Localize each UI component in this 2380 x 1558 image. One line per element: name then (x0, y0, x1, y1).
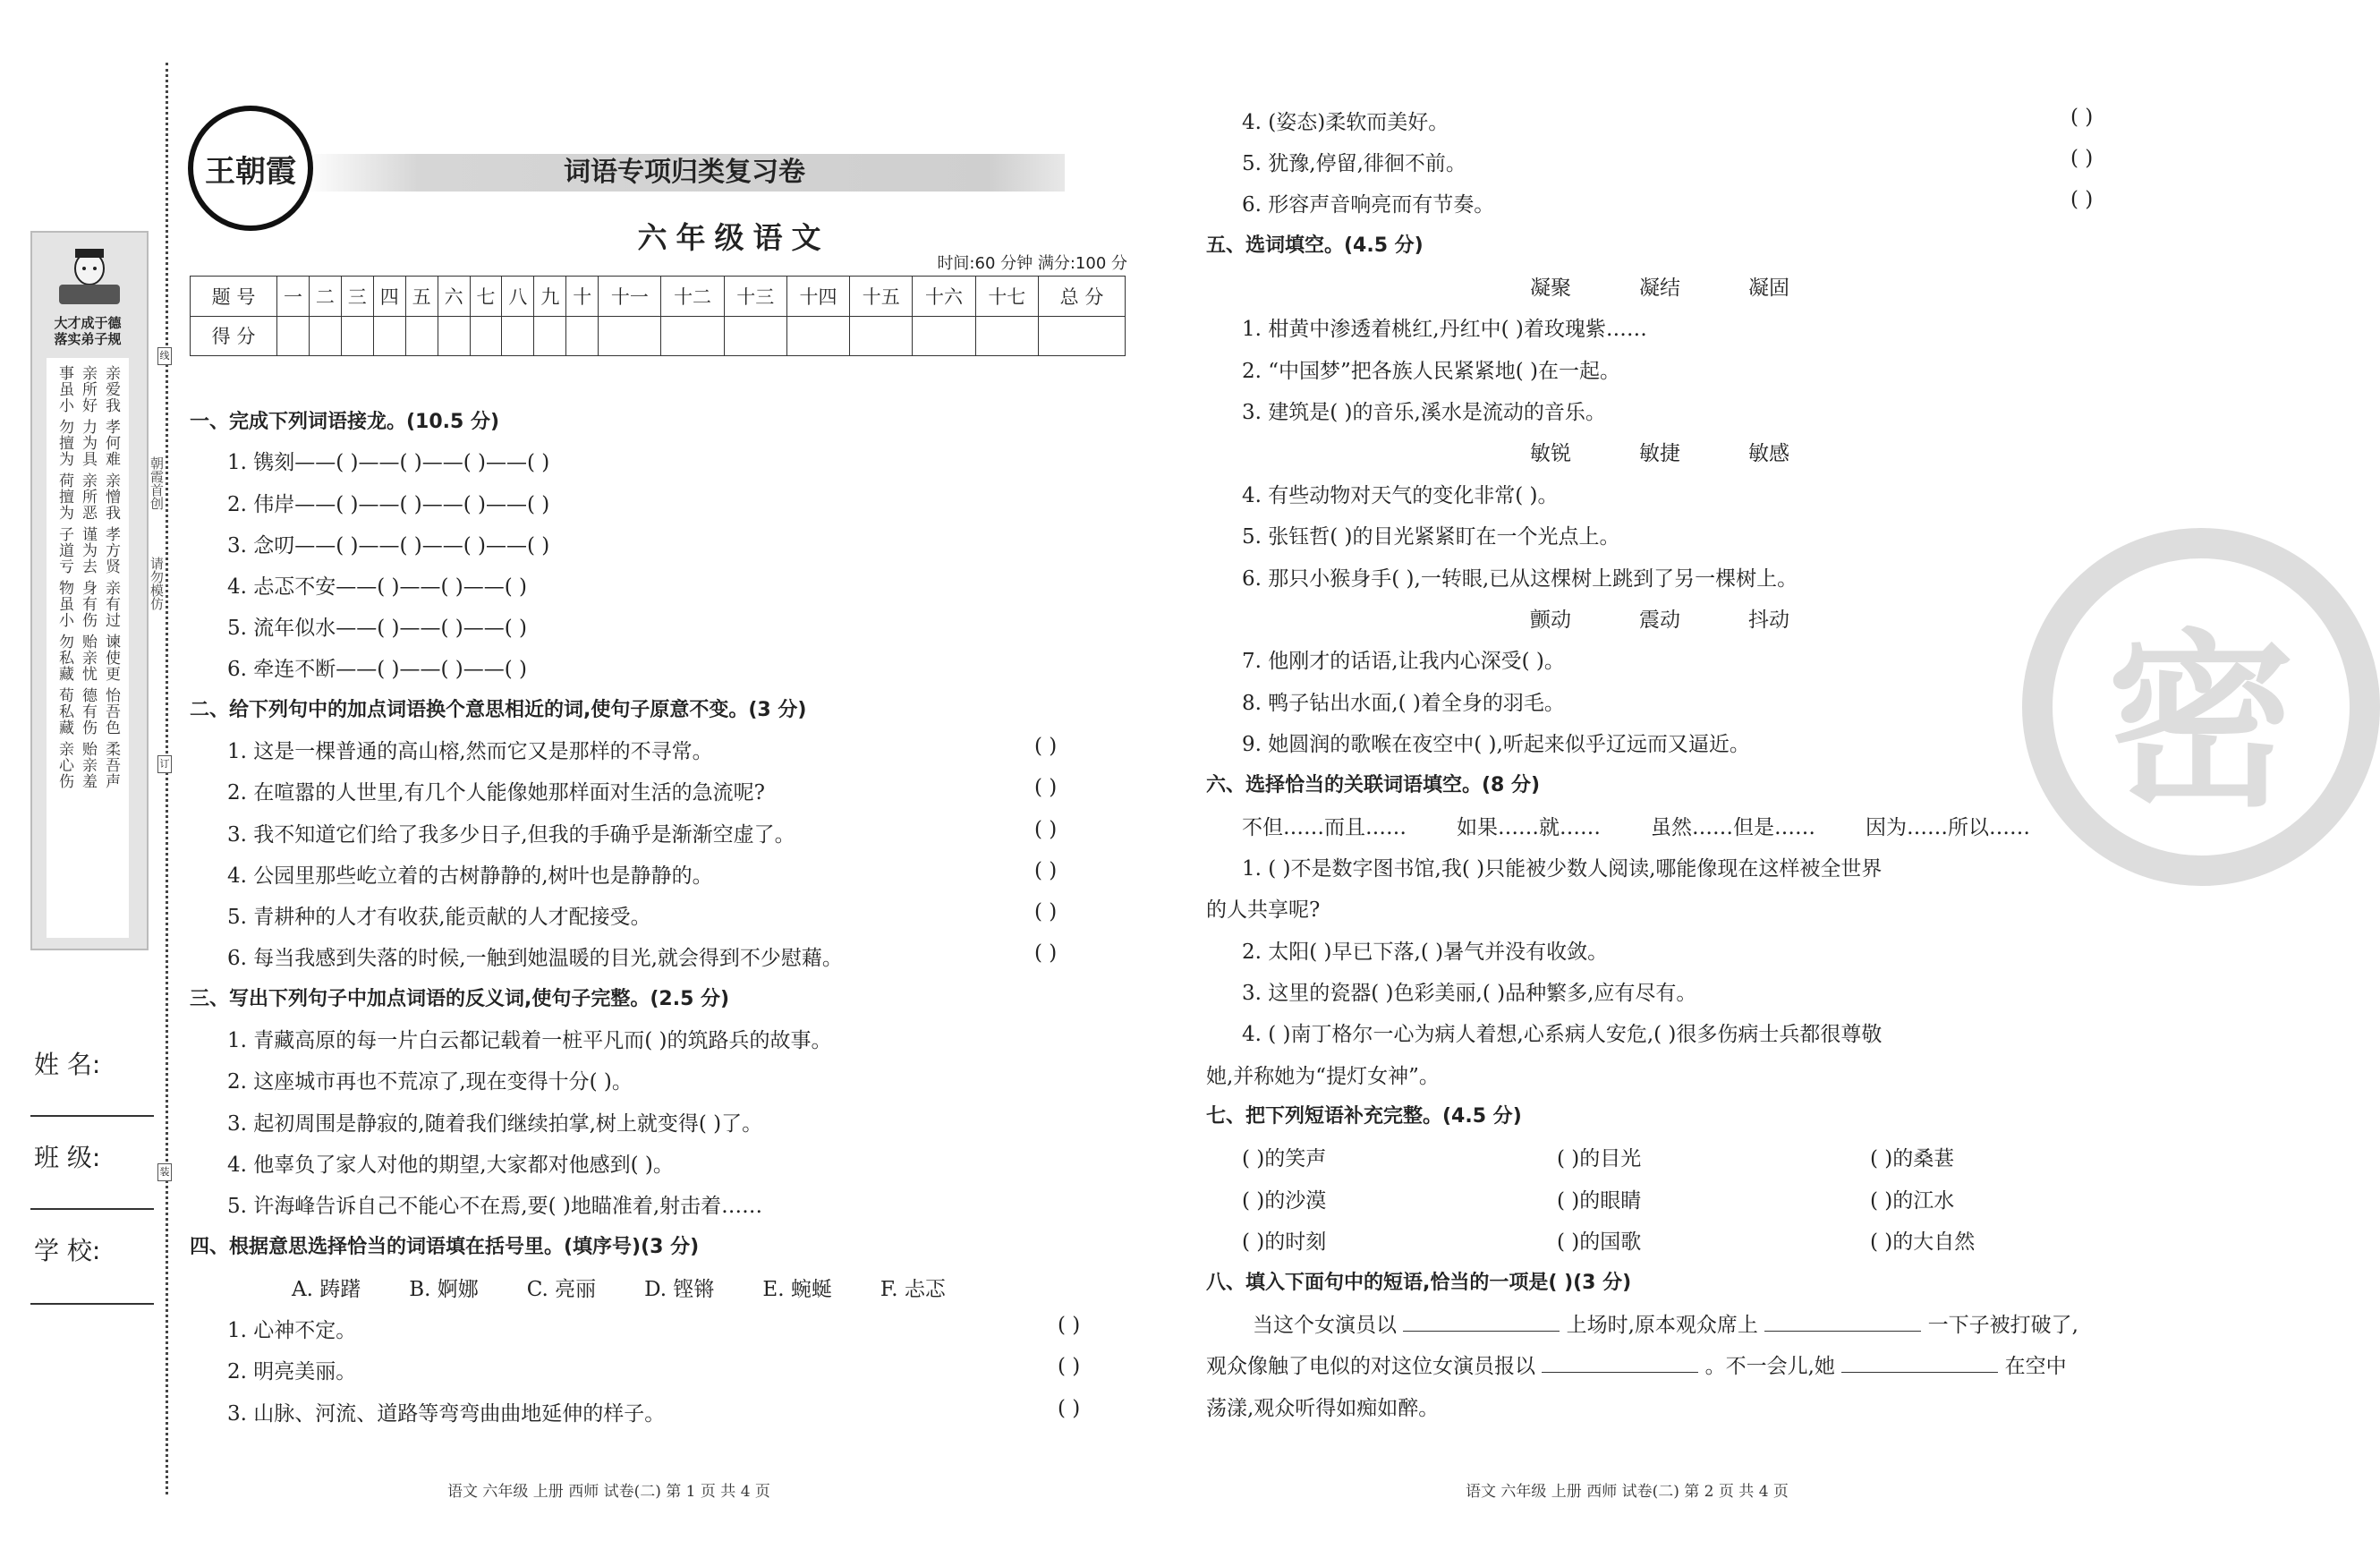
score-header-cell: 题 号 (191, 277, 277, 317)
score-cell[interactable] (309, 316, 341, 356)
section-1-title: 一、完成下列词语接龙。(10.5 分) (190, 411, 500, 433)
score-row-label: 得 分 (191, 316, 277, 356)
section-8-title: 八、填入下面句中的短语,恰当的一项是( )(3 分) (1206, 1272, 1632, 1294)
option-item: 虽然……但是…… (1651, 816, 1815, 839)
option-item: 敏锐 (1530, 442, 1571, 465)
score-cell[interactable] (438, 316, 470, 356)
score-header-cell: 八 (502, 277, 534, 317)
word-options (1530, 603, 1789, 633)
answer-paren[interactable]: ( ) (2070, 188, 2094, 211)
time-info: 时间:60 分钟 满分:100 分 (937, 254, 1127, 273)
passage-text: 观众像触了电似的对这位女演员报以 (1206, 1355, 1535, 1378)
verse-col: 身有伤 (79, 580, 97, 628)
watermark-text: 密 (2106, 611, 2295, 832)
class-label: 班 级: (34, 1143, 101, 1172)
question-line: 7. 他刚才的话语,让我内心深受( )。 (1242, 650, 1565, 673)
option-item: F. 忐忑 (880, 1278, 946, 1301)
score-table (190, 276, 1126, 356)
passage-line (1206, 1349, 2067, 1379)
verse-col: 贻亲羞 (79, 741, 97, 789)
answer-paren[interactable]: ( ) (1058, 1397, 1081, 1420)
question-line: 6. 那只小猴身手( ),一转眼,已从这棵树上跳到了另一棵树上。 (1242, 567, 1798, 591)
answer-paren[interactable]: ( ) (2070, 106, 2094, 129)
publisher-logo (188, 106, 313, 231)
fill-blank[interactable] (1403, 1315, 1560, 1332)
binding-line (166, 63, 168, 1494)
option-item: C. 亮丽 (526, 1278, 597, 1301)
phrase-item: ( )的桑葚 (1870, 1147, 1955, 1171)
question-line: 5. 张钰哲( )的目光紧紧盯在一个光点上。 (1242, 525, 1620, 549)
verse-col: 亲所好 (79, 365, 97, 413)
question-line: 她,并称她为“提灯女神”。 (1206, 1065, 1440, 1088)
verse-col: 怡吾色 (102, 687, 120, 736)
verse-col: 德有伤 (79, 687, 97, 736)
question-line: 1. ( )不是数字图书馆,我( )只能被少数人阅读,哪能像现在这样被全世界 (1242, 857, 1883, 881)
side-note: 请勿模仿 (149, 557, 165, 610)
answer-paren[interactable]: ( ) (1034, 900, 1058, 924)
option-item: 震动 (1639, 609, 1680, 632)
verse-col: 亲爱我 (102, 365, 120, 413)
option-item: B. 婀娜 (409, 1278, 479, 1301)
question-line: 6. 形容声音响亮而有节奏。 (1242, 193, 1495, 217)
section-3-title: 三、写出下列句子中加点词语的反义词,使句子完整。(2.5 分) (190, 988, 730, 1010)
passage-text: 一下子被打破了, (1927, 1314, 2078, 1337)
question-line: 3. 建筑是( )的音乐,溪水是流动的音乐。 (1242, 401, 1606, 424)
answer-paren[interactable]: ( ) (1034, 941, 1058, 965)
confidential-watermark (2022, 528, 2380, 886)
phrase-item: ( )的目光 (1557, 1147, 1642, 1171)
phrase-item: ( )的时刻 (1242, 1230, 1327, 1254)
question-line: 6. 每当我感到失落的时候,一触到她温暖的目光,就会得到不少慰藉。 (227, 947, 843, 970)
question-line: 2. 在喧嚣的人世里,有几个人能像她那样面对生活的急流呢? (227, 781, 765, 805)
question-line: 1. 这是一棵普通的高山榕,然而它又是那样的不寻常。 (227, 740, 713, 763)
score-header-cell: 九 (534, 277, 566, 317)
word-options (1530, 437, 1789, 466)
question-line: 6. 牵连不断——( )——( )——( ) (227, 658, 528, 681)
name-field[interactable] (30, 1115, 154, 1117)
binding-mark: 装 (157, 1163, 172, 1181)
section-7-title: 七、把下列短语补充完整。(4.5 分) (1206, 1105, 1522, 1128)
option-item: 凝固 (1748, 277, 1789, 300)
question-line: 5. 青耕种的人才有收获,能贡献的人才配接受。 (227, 906, 651, 929)
option-item: E. 蜿蜒 (762, 1278, 832, 1301)
score-cell[interactable] (913, 316, 975, 356)
binding-mark: 订 (157, 755, 172, 773)
option-item: 如果……就…… (1457, 816, 1601, 839)
score-value-row (191, 316, 1126, 356)
score-cell[interactable] (470, 316, 502, 356)
question-line: 5. 犹豫,停留,徘徊不前。 (1242, 152, 1466, 175)
option-item: 颤动 (1530, 609, 1571, 632)
score-cell[interactable] (373, 316, 405, 356)
question-line: 1. 心神不定。 (227, 1319, 357, 1342)
answer-paren[interactable]: ( ) (1034, 735, 1058, 758)
verse-col: 孝方贤 (102, 526, 120, 575)
answer-paren[interactable]: ( ) (1058, 1355, 1081, 1378)
fill-blank[interactable] (1841, 1356, 1998, 1373)
page-footer: 语文 六年级 上册 西师 试卷(二) 第 2 页 共 4 页 (1466, 1483, 1789, 1501)
question-line: 4. 忐忑不安——( )——( )——( ) (227, 575, 528, 599)
score-cell[interactable] (975, 316, 1038, 356)
option-item: 敏捷 (1639, 442, 1680, 465)
fill-blank[interactable] (1542, 1356, 1698, 1373)
option-item: 凝聚 (1530, 277, 1571, 300)
side-note: 朝霞首创 (149, 456, 165, 510)
question-line: 1. 镌刻——( )——( )——( )——( ) (227, 451, 550, 474)
score-header-row (191, 277, 1126, 317)
question-line: 4. (姿态)柔软而美好。 (1242, 111, 1449, 134)
question-line: 3. 起初周围是静寂的,随着我们继续拍掌,树上就变得( )了。 (227, 1112, 763, 1136)
answer-paren[interactable]: ( ) (1034, 859, 1058, 882)
score-header-cell: 六 (438, 277, 470, 317)
sidebar-verse (47, 358, 129, 938)
answer-paren[interactable]: ( ) (1034, 776, 1058, 799)
logo-text: 王朝霞 (205, 153, 296, 190)
score-header-cell: 三 (341, 277, 373, 317)
verse-col: 荀私藏 (55, 687, 73, 736)
question-line: 3. 山脉、河流、道路等弯弯曲曲地延伸的样子。 (227, 1402, 666, 1426)
verse-col: 孝何难 (102, 419, 120, 467)
score-cell[interactable] (534, 316, 566, 356)
score-header-cell: 十四 (786, 277, 849, 317)
score-header-cell: 总 分 (1039, 277, 1126, 317)
word-options (1530, 271, 1789, 301)
verse-col: 亲憎我 (102, 473, 120, 521)
page-footer: 语文 六年级 上册 西师 试卷(二) 第 1 页 共 4 页 (447, 1483, 770, 1501)
score-header-cell: 十二 (661, 277, 724, 317)
verse-col: 亲所恶 (79, 473, 97, 521)
passage-text: 。不一会儿,她 (1704, 1355, 1835, 1378)
verse-col: 事虽小 (55, 365, 73, 413)
score-header-cell: 十五 (850, 277, 913, 317)
question-line: 4. ( )南丁格尔一心为病人着想,心系病人安危,( )很多伤病士兵都很尊敬 (1242, 1023, 1883, 1046)
score-cell[interactable] (661, 316, 724, 356)
score-cell[interactable] (341, 316, 373, 356)
verse-col: 贻亲忧 (79, 634, 97, 682)
paper-title: 词语专项归类复习卷 (564, 157, 805, 188)
conjunction-options (1242, 811, 2030, 840)
option-item: 抖动 (1748, 609, 1789, 632)
passage-text: 在空中 (2004, 1355, 2067, 1378)
passage-text: 当这个女演员以 (1253, 1314, 1397, 1337)
passage-line: 荡漾,观众听得如痴如醉。 (1206, 1397, 1440, 1420)
phrase-item: ( )的眼睛 (1557, 1189, 1642, 1213)
school-field[interactable] (30, 1303, 154, 1305)
score-cell[interactable] (850, 316, 913, 356)
question-line: 4. 公园里那些屹立着的古树静静的,树叶也是静静的。 (227, 864, 713, 888)
question-line: 9. 她圆润的歌喉在夜空中( ),听起来似乎辽远而又逼近。 (1242, 733, 1750, 756)
school-label: 学 校: (34, 1236, 101, 1265)
question-line: 3. 这里的瓷器( )色彩美丽,( )品种繁多,应有尽有。 (1242, 982, 1697, 1005)
scholar-figure-icon (32, 233, 147, 313)
question-line: 1. 柑黄中渗透着桃红,丹红中( )着玫瑰紫…… (1242, 318, 1647, 341)
passage-text: 上场时,原本观众席上 (1566, 1314, 1758, 1337)
option-item: D. 铿锵 (644, 1278, 715, 1301)
motto-line: 大才成于德 (54, 315, 122, 331)
phrase-item: ( )的笑声 (1242, 1147, 1327, 1171)
score-header-cell: 四 (373, 277, 405, 317)
score-cell[interactable] (599, 316, 661, 356)
score-header-cell: 十六 (913, 277, 975, 317)
score-header-cell: 一 (277, 277, 310, 317)
question-line: 的人共享呢? (1206, 898, 1321, 922)
verse-col: 荷擅为 (55, 473, 73, 521)
verse-col: 物虽小 (55, 580, 73, 628)
question-line: 1. 青藏高原的每一片白云都记载着一桩平凡而( )的筑路兵的故事。 (227, 1029, 832, 1052)
phrase-item: ( )的沙漠 (1242, 1189, 1327, 1213)
class-field[interactable] (30, 1208, 154, 1210)
score-header-cell: 十七 (975, 277, 1038, 317)
score-header-cell: 二 (309, 277, 341, 317)
score-header-cell: 十三 (724, 277, 786, 317)
verse-col: 亲有过 (102, 580, 120, 628)
option-item: 敏感 (1748, 442, 1789, 465)
verse-col: 谨为去 (79, 526, 97, 575)
verse-col: 子道亏 (55, 526, 73, 575)
score-header-cell: 七 (470, 277, 502, 317)
name-label: 姓 名: (34, 1050, 101, 1079)
score-cell[interactable] (724, 316, 786, 356)
score-header-cell: 五 (405, 277, 438, 317)
score-cell[interactable] (405, 316, 438, 356)
answer-paren[interactable]: ( ) (2070, 147, 2094, 170)
fill-blank[interactable] (1764, 1315, 1921, 1332)
answer-paren[interactable]: ( ) (1034, 818, 1058, 841)
question-line: 4. 他辜负了家人对他的期望,大家都对他感到( )。 (227, 1154, 674, 1177)
question-line: 2. 明亮美丽。 (227, 1360, 357, 1383)
question-line: 5. 流年似水——( )——( )——( ) (227, 617, 528, 640)
score-cell[interactable] (502, 316, 534, 356)
score-cell[interactable] (277, 316, 310, 356)
section-4-title: 四、根据意思选择恰当的词语填在括号里。(填序号)(3 分) (190, 1236, 700, 1258)
score-cell[interactable] (786, 316, 849, 356)
option-item: 不但……而且…… (1242, 816, 1407, 839)
score-cell[interactable] (566, 316, 599, 356)
answer-paren[interactable]: ( ) (1058, 1314, 1081, 1337)
verse-col: 力为具 (79, 419, 97, 467)
verse-col: 谏使更 (102, 634, 120, 682)
verse-col: 亲心伤 (55, 741, 73, 789)
section-6-title: 六、选择恰当的关联词语填空。(8 分) (1206, 774, 1541, 796)
passage-line (1253, 1308, 2078, 1338)
score-header-cell: 十 (566, 277, 599, 317)
verse-col: 柔吾声 (102, 741, 120, 789)
subject-title: 六年级语文 (637, 220, 830, 255)
score-cell[interactable] (1039, 316, 1126, 356)
question-line: 4. 有些动物对天气的变化非常( )。 (1242, 484, 1559, 507)
question-line: 5. 许海峰告诉自己不能心不在焉,要( )地瞄准着,射击着…… (227, 1195, 763, 1218)
phrase-item: ( )的大自然 (1870, 1230, 1976, 1254)
question-line: 3. 我不知道它们给了我多少日子,但我的手确乎是渐渐空虚了。 (227, 823, 795, 847)
binding-mark: 线 (157, 347, 172, 365)
question-line: 3. 念叨——( )——( )——( )——( ) (227, 534, 550, 558)
verse-col: 勿擅为 (55, 419, 73, 467)
question-line: 8. 鸭子钻出水面,( )着全身的羽毛。 (1242, 692, 1565, 715)
option-item: 因为……所以…… (1866, 816, 2030, 839)
option-item: A. 踌躇 (292, 1278, 361, 1301)
question-line: 2. “中国梦”把各族人民紧紧地( )在一起。 (1242, 360, 1621, 383)
sidebar-motto (39, 315, 136, 347)
question-line: 2. 太阳( )早已下落,( )暑气并没有收敛。 (1242, 941, 1609, 964)
option-item: 凝结 (1639, 277, 1680, 300)
verse-col: 勿私藏 (55, 634, 73, 682)
score-header-cell: 十一 (599, 277, 661, 317)
section-5-title: 五、选词填空。(4.5 分) (1206, 234, 1424, 257)
section-2-title: 二、给下列句中的加点词语换个意思相近的词,使句子原意不变。(3 分) (190, 699, 807, 721)
motto-line: 落实弟子规 (54, 331, 122, 347)
question-line: 2. 伟岸——( )——( )——( )——( ) (227, 493, 550, 516)
question-line: 2. 这座城市再也不荒凉了,现在变得十分( )。 (227, 1070, 633, 1094)
word-options (292, 1273, 946, 1302)
phrase-item: ( )的国歌 (1557, 1230, 1642, 1254)
phrase-item: ( )的江水 (1870, 1189, 1955, 1213)
